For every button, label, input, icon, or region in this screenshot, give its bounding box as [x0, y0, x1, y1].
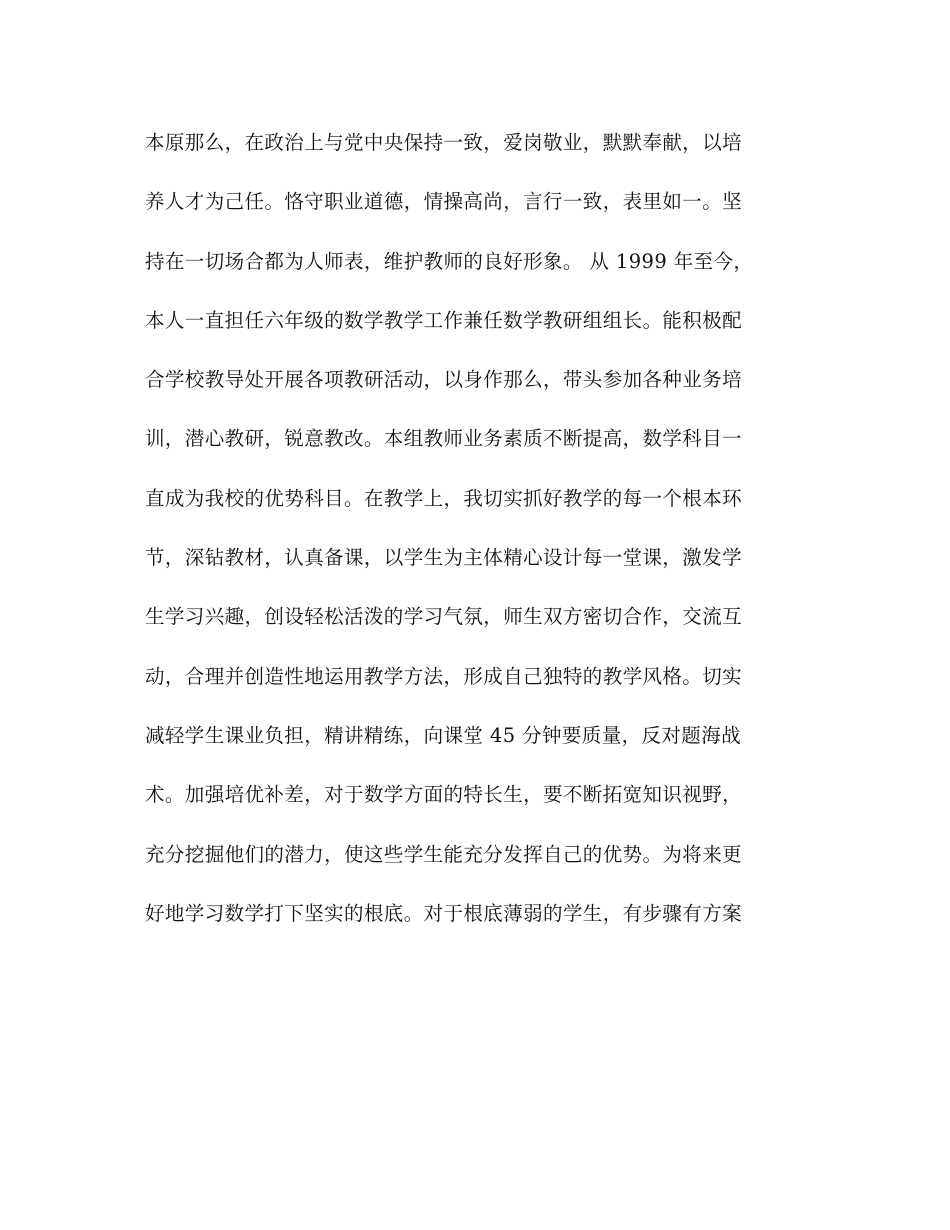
text-line: 本人一直担任六年级的数学教学工作兼任数学教研组组长。能积极配: [145, 308, 743, 332]
text-line: 合学校教导处开展各项教研活动，以身作那么，带头参加各种业务培: [145, 368, 743, 392]
text-line: 本原那么，在政治上与党中央保持一致，爱岗敬业，默默奉献，以培: [145, 131, 743, 154]
text-line: 好地学习数学打下坚实的根底。对于根底薄弱的学生，有步骤有方案: [145, 901, 743, 925]
text-line: 动，合理并创造性地运用教学方法，形成自己独特的教学风格。切实: [145, 664, 743, 688]
text-line: 节，深钻教材，认真备课，以学生为主体精心设计每一堂课，激发学: [145, 546, 743, 570]
text-line: 训，潜心教研，锐意教改。本组教师业务素质不断提高，数学科目一: [145, 427, 743, 451]
text-line: 术。加强培优补差，对于数学方面的特长生，要不断拓宽知识视野，: [145, 783, 743, 807]
text-line: 生学习兴趣，创设轻松活泼的学习气氛，师生双方密切合作，交流互: [145, 605, 743, 629]
text-line: 直成为我校的优势科目。在教学上，我切实抓好教学的每一个根本环: [145, 486, 743, 510]
text-line: 持在一切场合都为人师表，维护教师的良好形象。 从 1999 年至今，: [145, 249, 754, 273]
text-line: 养人才为己任。恪守职业道德，情操高尚，言行一致，表里如一。坚: [145, 190, 743, 214]
text-line: 减轻学生课业负担，精讲精练，向课堂 45 分钟要质量，反对题海战: [145, 723, 742, 747]
body-paragraph: [145, 121, 815, 951]
text-line: 充分挖掘他们的潜力，使这些学生能充分发挥自己的优势。为将来更: [145, 842, 743, 866]
